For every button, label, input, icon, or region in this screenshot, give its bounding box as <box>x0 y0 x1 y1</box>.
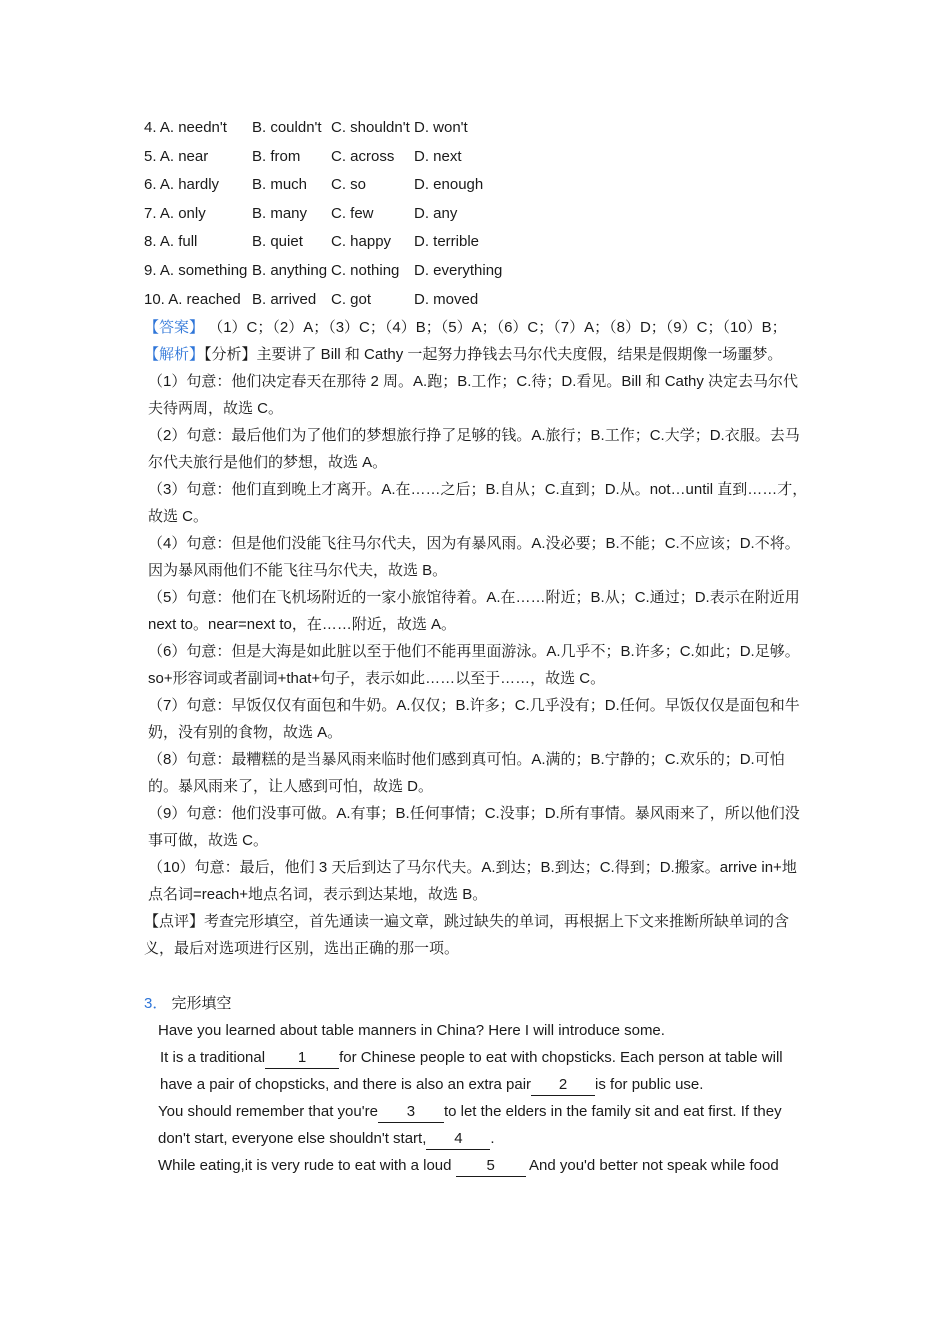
option-d: D. any <box>414 204 458 222</box>
option-b: B. many <box>252 204 308 222</box>
option-row <box>144 286 810 315</box>
passage-text: While eating,it is very rude to eat with a loud <box>158 1157 452 1175</box>
options-list <box>144 114 810 314</box>
analysis-item: （6）句意：但是大海是如此脏以至于他们不能再里面游泳。A.几乎不；B.许多；C.如此；D.足够。so+形容词或者副词+that+句子，表示如此……以至于……，故选 C。 <box>148 643 800 688</box>
option-row <box>144 257 810 286</box>
option-c: C. so <box>331 176 367 194</box>
analysis-summary: 【分析】主要讲了 Bill 和 Cathy 一起努力挣钱去马尔代夫度假，结果是假期像一场噩梦。 <box>204 346 783 364</box>
option-b: B. couldn't <box>252 119 322 136</box>
option-b: B. arrived <box>252 290 317 308</box>
option-b: B. anything <box>252 261 328 279</box>
option-a: 5. A. near <box>144 147 209 165</box>
blank-4: 4 <box>426 1129 490 1150</box>
option-d: D. enough <box>414 176 484 194</box>
analysis-item: （7）句意：早饭仅仅有面包和牛奶。A.仅仅；B.许多；C.几乎没有；D.任何。早饭仅仅是面包和牛奶，没有别的食物，故选 A。 <box>148 697 800 742</box>
option-c: C. shouldn't <box>331 119 410 136</box>
passage-paragraph <box>144 1098 810 1152</box>
option-c: C. few <box>331 204 374 222</box>
analysis-item: （9）句意：他们没事可做。A.有事；B.任何事情；C.没事；D.所有事情。暴风雨来了，所以他们没事可做，故选 C。 <box>148 805 800 850</box>
option-b: B. from <box>252 147 301 165</box>
option-d: D. everything <box>414 261 503 279</box>
answer-block <box>144 314 810 341</box>
blank-2: 2 <box>531 1075 595 1096</box>
passage-text: is for public use. <box>595 1076 704 1094</box>
passage-text: It is a traditional <box>160 1049 266 1067</box>
analysis-item: （4）句意：但是他们没能飞往马尔代夫，因为有暴风雨。A.没必要；B.不能；C.不应该；D.不将。因为暴风雨他们不能飞往马尔代夫，故选 B。 <box>148 535 800 580</box>
passage-paragraph <box>144 1152 810 1179</box>
passage-text: . <box>490 1130 495 1148</box>
option-a: 4. A. needn't <box>144 119 227 136</box>
option-d: D. next <box>414 147 462 165</box>
option-a: 8. A. full <box>144 233 198 251</box>
passage-paragraph <box>144 1044 810 1098</box>
analysis-item: （8）句意：最糟糕的是当暴风雨来临时他们感到真可怕。A.满的；B.宁静的；C.欢乐的；D.可怕的。暴风雨来了，让人感到可怕，故选 D。 <box>148 751 785 796</box>
passage-text: And you'd better not speak while food <box>529 1157 779 1175</box>
analysis-intro <box>144 341 810 368</box>
answer-text: （1）C；（2）A；（3）C；（4）B；（5）A；（6）C；（7）A；（8）D；（9）C；（10）B； <box>208 319 787 337</box>
analysis-comment: 【点评】考查完形填空，首先通读一遍文章，跳过缺失的单词，再根据上下文来推断所缺单词的含义，最后对选项进行区别，选出正确的那一项。 <box>144 913 790 958</box>
section-title: 完形填空 <box>171 995 232 1013</box>
analysis-tag: 【解析】 <box>144 346 205 364</box>
blank-3: 3 <box>378 1102 444 1123</box>
analysis-item: （10）句意：最后，他们 3 天后到达了马尔代夫。A.到达；B.到达；C.得到；D.搬家。arrive in+地点名词=reach+地点名词，表示到达某地，故选 B。 <box>148 859 797 904</box>
analysis-item: （2）句意：最后他们为了他们的梦想旅行挣了足够的钱。A.旅行；B.工作；C.大学；D.衣服。去马尔代夫旅行是他们的梦想，故选 A。 <box>148 427 800 472</box>
passage-text: to let the elders in the family sit and eat first. If they don't start, everyone else shouldn't start, <box>158 1103 782 1148</box>
option-c: C. happy <box>331 233 392 251</box>
option-a: 6. A. hardly <box>144 176 220 194</box>
option-row <box>144 228 810 257</box>
document-content <box>144 114 810 1179</box>
option-row <box>144 171 810 200</box>
option-b: B. quiet <box>252 233 303 251</box>
option-row <box>144 200 810 229</box>
option-d: D. moved <box>414 290 479 308</box>
analysis-item: （3）句意：他们直到晚上才离开。A.在……之后；B.自从；C.直到；D.从。not…until 直到……才，故选 C。 <box>148 481 808 526</box>
blank-1: 1 <box>265 1048 339 1069</box>
option-row <box>144 143 810 172</box>
passage-text: You should remember that you're <box>158 1103 378 1121</box>
option-a: 10. A. reached <box>144 290 241 308</box>
option-a: 9. A. something <box>144 261 248 279</box>
option-row <box>144 114 810 143</box>
section-heading <box>144 990 810 1017</box>
option-d: D. won't <box>414 119 468 136</box>
section-number: 3． <box>144 995 168 1013</box>
passage-paragraph: Have you learned about table manners in China? Here I will introduce some. <box>158 1022 665 1040</box>
analysis-item: （1）句意：他们决定春天在那待 2 周。A.跑；B.工作；C.待；D.看见。Bill 和 Cathy 决定去马尔代夫待两周，故选 C。 <box>148 373 799 418</box>
option-b: B. much <box>252 176 308 194</box>
blank-5: 5 <box>456 1156 526 1177</box>
option-c: C. got <box>331 290 372 308</box>
option-a: 7. A. only <box>144 204 206 222</box>
answer-tag: 【答案】 <box>144 319 205 337</box>
passage-text: for Chinese people to eat with chopsticks. Each person at table will have a pair of chopsticks, and there is also an extra pair <box>160 1049 783 1094</box>
option-c: C. across <box>331 147 395 165</box>
analysis-item: （5）句意：他们在飞机场附近的一家小旅馆待着。A.在……附近；B.从；C.通过；D.表示在附近用 next to。near=next to，在……附近，故选 A。 <box>148 589 800 634</box>
option-c: C. nothing <box>331 261 400 279</box>
option-d: D. terrible <box>414 233 480 251</box>
